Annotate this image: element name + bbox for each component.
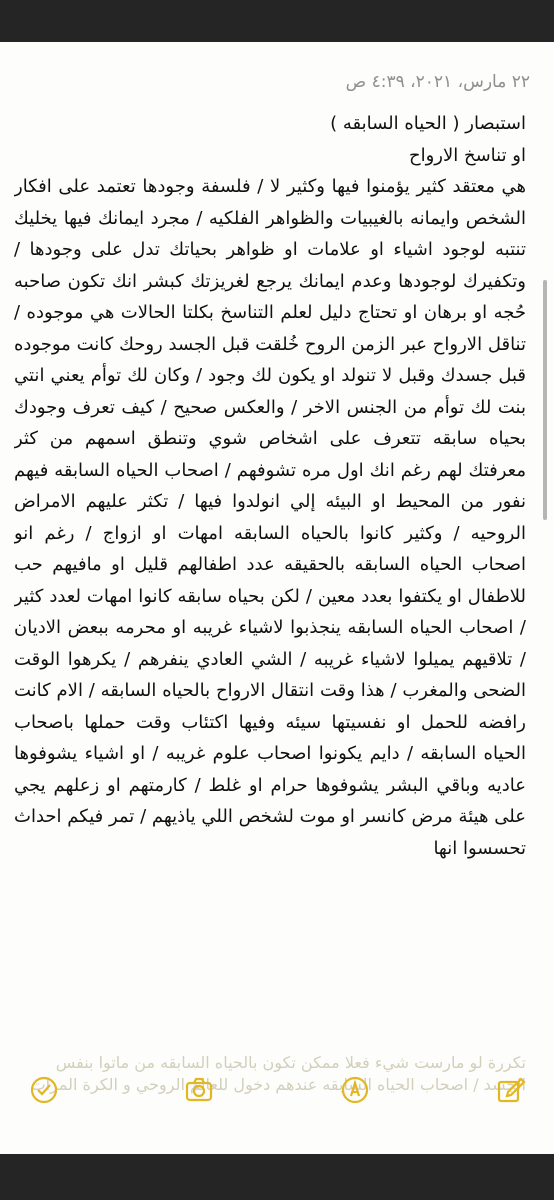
camera-icon[interactable]: [183, 1074, 215, 1106]
note-timestamp: ٢٢ مارس، ٢٠٢١، ٤:٣٩ ص: [345, 72, 530, 92]
navigation-bar: [0, 42, 554, 66]
scrollbar[interactable]: [543, 280, 547, 520]
status-bar: [0, 0, 554, 42]
compose-icon[interactable]: [494, 1074, 526, 1106]
markup-icon[interactable]: [339, 1074, 371, 1106]
note-body[interactable]: استبصار ( الحياه السابقه ) او تناسخ الارواح هي معتقد كثير يؤمنوا فيها وكثير لا / فلسفة وجودها تعتمد على افكار الشخص وايمانه بالغيبيات والظواهر الفلكيه / مجرد ايمانك فيها يخليك تنتبه لوجود اشياء او علامات او ظواهر بحياتك تدل على وجودها / وتكفيرك لوجودها وعدم ايمانك يرجع لغريزتك كبشر انك تكون صاحبه حُجه او برهان او تحتاج دليل لعلم التناسخ بكلتا الحالات هي موجوده / تناقل الارواح عبر الزمن الروح خُلقت قبل الجسد روحك كانت موجوده قبل جسدك وقبل لا تنولد او يكون لك وجود / وكان لك توأم يعني انتي بنت لك توأم من الجنس الاخر / والعكس صحيح / كيف تعرف وجودك بحياه سابقه تتعرف على اشخاص شوي وتنطق اسمهم من كثر معرفتك لهم رغم انك اول مره تشوفهم / اصحاب الحياه السابقه فيهم نفور من المحيط او البيئه إلي انولدوا فيها / تكثر عليهم الامراض الروحيه / وكثير كانوا بالحياه السابقه امهات او ازواج / رغم انو اصحاب الحياه السابقه بالحقيقه عدد اطفالهم قليل او مافيهم حب للاطفال او يكتفوا بعدد معين / لكن بحياه سابقه كانوا امهات لعدد كثير / اصحاب الحياه السابقه ينجذبوا لاشياء غريبه او محرمه ببعض الاديان / تلاقيهم يميلوا لاشياء غريبه / الشي العادي ينفرهم / يكرهوا الوقت الضحى والمغرب / هذا وقت انتقال الارواح بالحياه السابقه / الام كانت رافضه للحمل او نفسيتها سيئه وفيها اكتئاب وقت حملها باصحاب الحياه السابقه / دايم يكونوا اصحاب علوم غريبه / او اشياء يشوفوها عاديه وباقي البشر يشوفوها حرام او غلط / كارمتهم او زعلهم يجي على هيئة مرض كانسر او موت لشخص اللي ياذيهم / تمر فيكم احداث تحسسوا انها: [14, 113, 526, 859]
home-indicator-bar: [0, 1154, 554, 1200]
bottom-toolbar: [0, 1054, 554, 1126]
checklist-icon[interactable]: [28, 1074, 60, 1106]
note-overflow-text: تكررة لو مارست شيء فعلا ممكن تكون بالحياه السابقه من ماتوا بنفس الجسد / اصحاب الحياه السابقه عندهم دخول للعالم الروحي و الكرة المرات: [30, 1053, 526, 1094]
